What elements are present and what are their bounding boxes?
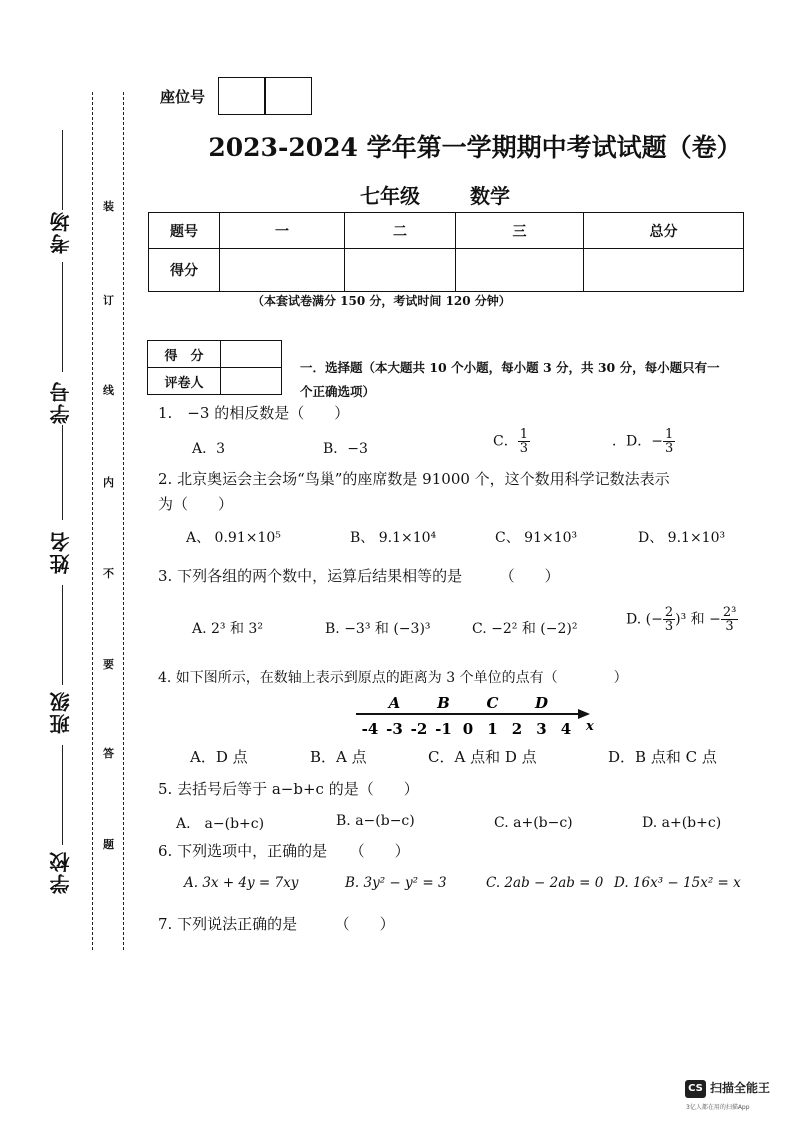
scanner-logo: CS: [685, 1080, 706, 1098]
score-table-header: 总分: [584, 213, 744, 249]
class-blank: [62, 585, 63, 685]
side-label-name: 姓名: [49, 530, 73, 574]
fraction: [518, 428, 530, 455]
fraction: [663, 428, 675, 455]
question-4-option-c: C．A 点和 D 点: [428, 748, 537, 766]
score-table: [148, 212, 744, 292]
question-2-option-b: B、 9.1×10⁴: [350, 530, 437, 546]
score-table-header: 题号: [149, 213, 220, 249]
grader-score-cell[interactable]: [221, 341, 282, 368]
number-line-tick-label: 3: [536, 720, 547, 738]
option-d-label: ．D．−: [612, 433, 663, 450]
school-blank: [62, 745, 63, 845]
grader-name-cell[interactable]: [221, 368, 282, 395]
section1-heading-cont: 个正确选项）: [300, 384, 376, 399]
question-3-option-c: C. −2² 和 (−2)²: [472, 621, 578, 637]
side-label-class: 班级: [49, 690, 73, 734]
score-table-header: 三: [456, 213, 584, 249]
score-row-label: 得分: [149, 249, 220, 292]
question-5-option-a: A. a−(b+c): [176, 816, 265, 832]
question-2-option-a: A、 0.91×10⁵: [186, 530, 281, 546]
question-1-option-b: B．−3: [323, 441, 368, 457]
question-2-option-d: D、 9.1×10³: [638, 530, 726, 546]
numerator: 1: [519, 427, 528, 442]
number-line-point-label: A: [388, 694, 401, 712]
grader-box: [147, 340, 282, 395]
question-1-option-c: [493, 428, 530, 455]
question-3-option-a: A. 2³ 和 3²: [192, 621, 263, 637]
question-6-option-c: C. 2ab − 2ab = 0: [486, 875, 604, 891]
grader-score-label: 得 分: [148, 341, 221, 368]
subject-label: 数学: [470, 184, 510, 208]
student-id-blank: [62, 262, 63, 372]
score-cell[interactable]: [220, 249, 345, 292]
question-2-option-c: C、 91×10³: [495, 530, 578, 546]
question-2-stem-cont: 为（ ）: [158, 495, 234, 513]
denominator: 3: [519, 441, 528, 456]
question-4-option-a: A．D 点: [190, 748, 248, 766]
seal-char: 线: [103, 384, 114, 397]
option-c-label: C．: [493, 433, 518, 450]
question-5-option-c: C. a+(b−c): [494, 815, 573, 831]
number-line-tick-label: -1: [435, 720, 452, 738]
numerator: 2³: [722, 605, 737, 620]
seal-char: 订: [103, 294, 114, 307]
seat-number-box[interactable]: [264, 77, 312, 115]
scanner-app-name: 扫描全能王: [710, 1081, 771, 1095]
question-3-option-d: [626, 606, 738, 633]
question-4-option-b: B．A 点: [310, 748, 367, 766]
fraction: [663, 606, 675, 633]
number-line: [350, 690, 600, 740]
number-line-tick-label: 0: [462, 720, 474, 738]
number-line-tick-label: -2: [410, 720, 428, 738]
denominator: 3: [664, 619, 674, 634]
number-line-point-label: D: [534, 694, 549, 712]
question-1-option-d: [612, 428, 675, 455]
side-label-student-id: 学号: [49, 380, 73, 424]
seal-char: 要: [103, 658, 114, 671]
seat-number-box[interactable]: [218, 77, 266, 115]
score-cell[interactable]: [584, 249, 744, 292]
score-cell[interactable]: [345, 249, 456, 292]
numerator: 2: [664, 605, 674, 620]
question-1-stem: 1. −3 的相反数是（ ）: [158, 404, 350, 422]
question-4-stem: 4. 如下图所示，在数轴上表示到原点的距离为 3 个单位的点有（ ）: [158, 670, 628, 686]
number-line-point-label: B: [437, 694, 450, 712]
binding-dashed-line: [123, 92, 124, 950]
seal-char: 不: [103, 567, 114, 580]
question-1-option-a: A．3: [192, 441, 226, 457]
numerator: 1: [664, 427, 674, 442]
score-cell[interactable]: [456, 249, 584, 292]
question-2-stem: 2. 北京奥运会主会场“鸟巢”的座席数是 91000 个，这个数用科学记数法表示: [158, 470, 670, 488]
number-line-tick-label: 2: [511, 720, 523, 738]
binding-dashed-line: [92, 92, 93, 950]
number-line-arrow: [578, 709, 590, 719]
scanner-tagline: 3亿人都在用的扫描App: [686, 1104, 750, 1111]
question-6-option-a: A. 3x + 4y = 7xy: [184, 875, 299, 891]
side-label-school: 学校: [49, 850, 73, 894]
option-d-prefix: D. (−: [626, 611, 663, 628]
number-line-tick-label: 1: [487, 720, 498, 738]
question-6-option-b: B. 3y² − y² = 3: [345, 875, 447, 891]
question-6-stem: 6. 下列选项中，正确的是 （ ）: [158, 842, 410, 860]
question-5-option-d: D. a+(b+c): [642, 815, 722, 831]
score-table-header: 一: [220, 213, 345, 249]
number-line-tick-label: 4: [560, 720, 572, 738]
question-4-option-d: D．B 点和 C 点: [608, 748, 717, 766]
question-3-stem: 3. 下列各组的两个数中，运算后结果相等的是 （ ）: [158, 567, 560, 585]
seal-char: 装: [103, 200, 114, 213]
exam-note: （本套试卷满分 150 分，考试时间 120 分钟）: [252, 294, 511, 308]
name-blank: [62, 425, 63, 520]
question-6-option-d: D. 16x³ − 15x² = x: [614, 875, 741, 891]
section1-heading: 一．选择题（本大题共 10 个小题，每小题 3 分，共 30 分，每小题只有一: [300, 360, 720, 375]
seal-char: 答: [103, 747, 114, 760]
seat-number-label: 座位号: [160, 88, 206, 106]
question-5-option-b: B. a−(b−c): [336, 813, 415, 829]
number-line-tick-label: -3: [386, 720, 403, 738]
denominator: 3: [725, 619, 734, 634]
grade-label: 七年级: [360, 184, 420, 208]
side-label-exam-room: 考场: [49, 210, 73, 254]
number-line-tick-label: -4: [361, 720, 379, 738]
exam-room-blank: [62, 130, 63, 210]
number-line-point-label: C: [486, 694, 499, 712]
question-7-stem: 7. 下列说法正确的是 （ ）: [158, 915, 395, 933]
question-5-stem: 5. 去括号后等于 a−b+c 的是（ ）: [158, 780, 419, 798]
score-table-header: 二: [345, 213, 456, 249]
exam-title: 2023-2024 学年第一学期期中考试试题（卷）: [208, 133, 742, 162]
option-d-middle: )³ 和 −: [675, 611, 721, 628]
denominator: 3: [664, 441, 674, 456]
fraction: [721, 606, 738, 633]
number-line-variable: x: [586, 719, 594, 734]
question-3-option-b: B. −3³ 和 (−3)³: [325, 621, 431, 637]
seal-char: 内: [103, 476, 114, 489]
grader-label: 评卷人: [148, 368, 221, 395]
seal-char: 题: [103, 838, 114, 851]
